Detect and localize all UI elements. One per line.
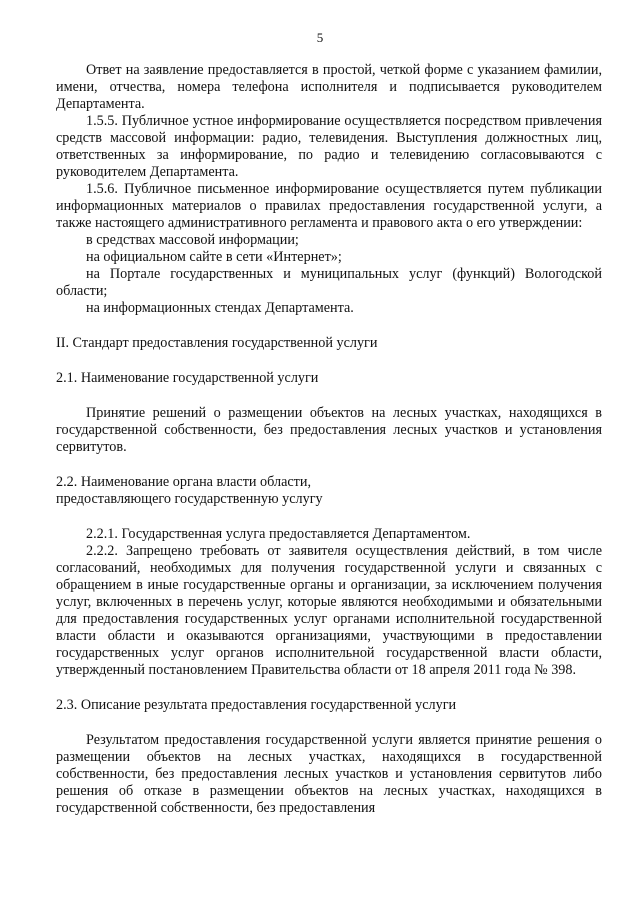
section-2-2-heading-line1: 2.2. Наименование органа власти области,	[56, 474, 312, 490]
paragraph-response-form: Ответ на заявление предоставляется в простой, четкой форме с указанием фамилии, имени, отчества, номера телефона исполнителя и подписывается руководителем Департамента.	[56, 62, 602, 112]
page-number: 5	[316, 30, 324, 45]
section-2-2-heading-line2: предоставляющего государственную услугу	[56, 491, 323, 507]
paragraph-2-2-1: 2.2.1. Государственная услуга предоставляется Департаментом.	[86, 526, 471, 542]
section-2-3-heading: 2.3. Описание результата предоставления государственной услуги	[56, 697, 457, 713]
paragraph-1-5-6: 1.5.6. Публичное письменное информирование осуществляется путем публикации информационных материалов о правилах предоставления государственной услуги, а также настоящего административного регламента и правового акта о его утверждении:	[56, 181, 602, 231]
list-item-portal: на Портале государственных и муниципальных услуг (функций) Вологодской области;	[56, 266, 602, 299]
section-2-1-heading: 2.1. Наименование государственной услуги	[56, 370, 319, 386]
paragraph-2-2-2: 2.2.2. Запрещено требовать от заявителя осуществления действий, в том числе согласований, необходимых для получения государственной услуги и связанных с обращением в иные государственные органы и организации, за исключением получения услуг, включенных в перечень услуг, которые являются необходимыми и обязательными для предоставления государственных услуг органами исполнительной государственной власти области и оказываются организациями, участвующими в предоставлении государственных услуг органов исполнительной государственной власти области, утвержденный постановлением Правительства области от 18 апреля 2011 года № 398.	[56, 543, 602, 678]
document-body	[56, 62, 602, 817]
list-item-stands: на информационных стендах Департамента.	[86, 300, 354, 316]
section-2-1-text: Принятие решений о размещении объектов на лесных участках, находящихся в государственной собственности, без предоставления лесных участков и установления сервитутов.	[56, 405, 602, 455]
section-2-3-text: Результатом предоставления государственной услуги является принятие решения о размещении объектов на лесных участках, находящихся в государственной собственности, без предоставления лесных участков и установления сервитутов либо решения об отказе в размещении объектов на лесных участках, находящихся в государственной собственности, без предоставления	[56, 732, 602, 816]
list-item-mass-media: в средствах массовой информации;	[86, 232, 299, 248]
list-item-official-site: на официальном сайте в сети «Интернет»;	[86, 249, 342, 265]
section-2-heading: II. Стандарт предоставления государственной услуги	[56, 335, 378, 351]
paragraph-1-5-5: 1.5.5. Публичное устное информирование осуществляется посредством привлечения средств массовой информации: радио, телевидения. Выступления должностных лиц, ответственных за информирование, по радио и телевидению согласовываются с руководителем Департамента.	[56, 113, 602, 180]
